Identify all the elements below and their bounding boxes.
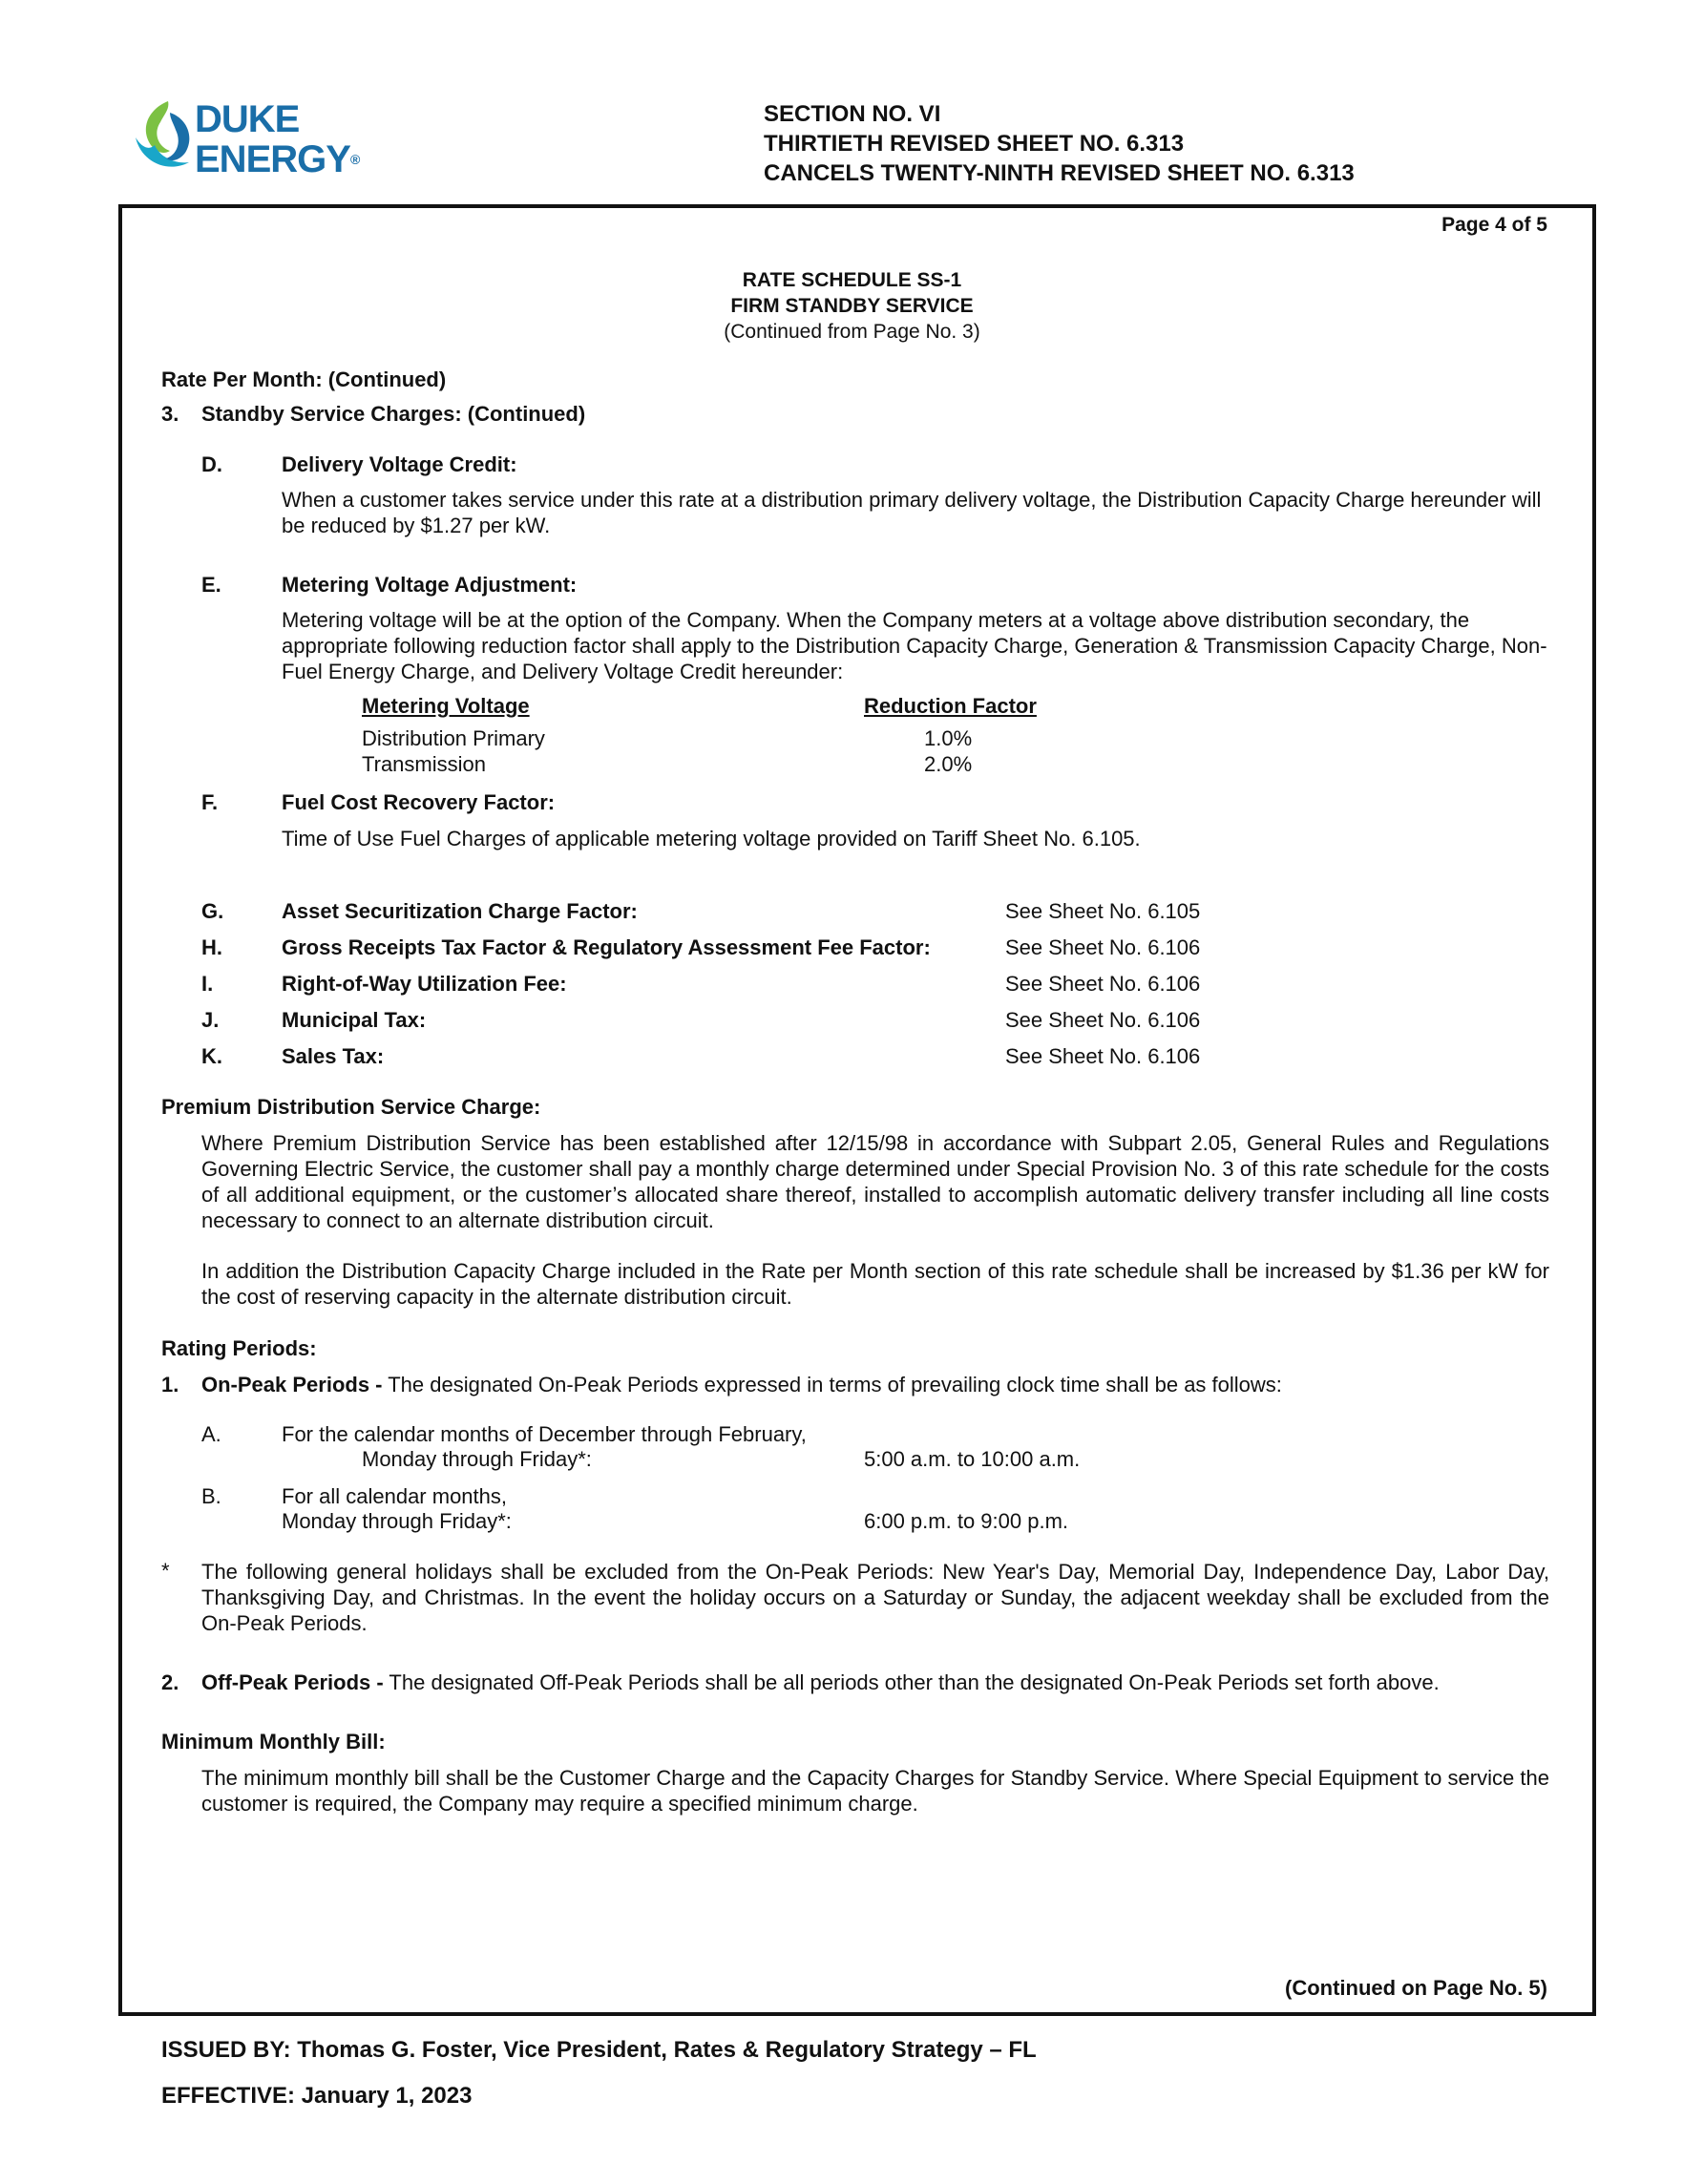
revised-sheet: THIRTIETH REVISED SHEET NO. 6.313 [764, 131, 1185, 157]
premium-para-1: Where Premium Distribution Service has been established after 12/15/98 in accordance with Subpart 2.05, General Rules and Regulations Governing Electric Service, the customer shall pay a monthly charge determined under Special Provision No. 3 of this rate schedule for the costs of all additional equipment, or the customer’s allocated share thereof, installed to accomplish automatic delivery transfer including all line costs necessary to connect to an alternate distribution circuit. [201, 1131, 1549, 1232]
metering-voltage-header: Metering Voltage [362, 694, 530, 718]
item-h-ref: See Sheet No. 6.106 [1005, 935, 1201, 959]
period-b-line-2: Monday through Friday*: [282, 1509, 512, 1533]
item-k-ref: See Sheet No. 6.106 [1005, 1044, 1201, 1068]
period-b-line-1: For all calendar months, [282, 1484, 507, 1508]
effective-date: EFFECTIVE: January 1, 2023 [161, 2083, 473, 2109]
item-h-label: Gross Receipts Tax Factor & Regulatory Assessment Fee Factor: [282, 935, 931, 959]
on-peak-label: On-Peak Periods - [201, 1373, 383, 1396]
standby-heading: Standby Service Charges: (Continued) [201, 402, 586, 426]
rate-per-month-heading: Rate Per Month: (Continued) [161, 368, 447, 391]
item-g-ref: See Sheet No. 6.105 [1005, 899, 1201, 923]
item-d-text: When a customer takes service under this rate at a distribution primary delivery voltage, the Distribution Capacity Charge hereunder will be reduced by $1.27 per kW. [282, 488, 1542, 537]
premium-heading: Premium Distribution Service Charge: [161, 1095, 541, 1119]
item-f-letter: F. [201, 790, 219, 814]
on-peak-text: The designated On-Peak Periods expressed in terms of prevailing clock time shall be as follows: [382, 1373, 1282, 1396]
period-a-letter: A. [201, 1422, 221, 1446]
page-number: Page 4 of 5 [1441, 214, 1547, 236]
rating-heading: Rating Periods: [161, 1336, 317, 1360]
item-i-label: Right-of-Way Utilization Fee: [282, 972, 567, 996]
section-number: SECTION NO. VI [764, 101, 941, 127]
on-peak-line [201, 1373, 1282, 1397]
item-j-ref: See Sheet No. 6.106 [1005, 1008, 1201, 1032]
title-line-3: (Continued from Page No. 3) [724, 321, 980, 343]
period-b-letter: B. [201, 1484, 221, 1508]
off-peak-line [201, 1670, 1440, 1695]
item-k-letter: K. [201, 1044, 222, 1068]
minimum-heading: Minimum Monthly Bill: [161, 1730, 386, 1754]
item-i-ref: See Sheet No. 6.106 [1005, 972, 1201, 996]
factor-row-1: 1.0% [924, 726, 973, 750]
title-line-1: RATE SCHEDULE SS-1 [742, 269, 962, 291]
item-e-text: Metering voltage will be at the option of the Company. When the Company meters at a voltage above distribution secondary, the appropriate following reduction factor shall apply to the Distribution Capacity Charge, Generation & Transmission Capacity Charge, Non-Fuel Energy Charge, and Delivery Voltage Credit hereunder: [282, 608, 1547, 683]
holiday-text: The following general holidays shall be excluded from the On-Peak Periods: New Year's Day, Memorial Day, Independence Day, Labor Day, Thanksgiving Day, and Christmas. In the event the holiday occurs on a Saturday or Sunday, the adjacent weekday shall be excluded from the On-Peak Periods. [201, 1560, 1549, 1635]
item-g-letter: G. [201, 899, 224, 923]
premium-para-2: In addition the Distribution Capacity Charge included in the Rate per Month section of this rate schedule shall be increased by $1.36 per kW for the cost of reserving capacity in the alternate distribution circuit. [201, 1259, 1549, 1309]
period-a-line-1: For the calendar months of December through February, [282, 1422, 807, 1446]
duke-energy-logo [132, 95, 418, 191]
item-f-heading: Fuel Cost Recovery Factor: [282, 790, 556, 814]
item-i-letter: I. [201, 972, 214, 996]
logo-line-2: ENERGY [195, 138, 350, 180]
schedule-title [0, 267, 1704, 345]
continued-note: (Continued on Page No. 5) [1285, 1976, 1547, 2000]
logo-line-1: DUKE [195, 98, 300, 140]
item-g-label: Asset Securitization Charge Factor: [282, 899, 638, 923]
reduction-factor-header: Reduction Factor [864, 694, 1037, 718]
on-peak-num: 1. [161, 1373, 179, 1396]
item-h-letter: H. [201, 935, 222, 959]
period-a-line-2: Monday through Friday*: [362, 1447, 592, 1471]
logo-registered: ® [349, 152, 360, 167]
item-e-letter: E. [201, 573, 221, 597]
item-j-letter: J. [201, 1008, 220, 1032]
standby-num: 3. [161, 402, 179, 426]
issued-by: ISSUED BY: Thomas G. Foster, Vice President, Rates & Regulatory Strategy – FL [161, 2037, 1037, 2063]
voltage-row-1: Distribution Primary [362, 726, 545, 750]
period-b-time: 6:00 p.m. to 9:00 p.m. [864, 1509, 1069, 1533]
item-d-letter: D. [201, 452, 222, 476]
title-line-2: FIRM STANDBY SERVICE [730, 295, 974, 317]
factor-row-2: 2.0% [924, 752, 973, 776]
off-peak-label: Off-Peak Periods - [201, 1670, 384, 1694]
holiday-star: * [161, 1559, 170, 1583]
cancels-sheet: CANCELS TWENTY-NINTH REVISED SHEET NO. 6.313 [764, 160, 1355, 186]
off-peak-num: 2. [161, 1670, 179, 1694]
duke-energy-logo-mark [132, 95, 199, 181]
voltage-row-2: Transmission [362, 752, 486, 776]
sheet-header [764, 99, 1355, 188]
off-peak-text: The designated Off-Peak Periods shall be all periods other than the designated On-Peak Periods set forth above. [383, 1670, 1440, 1694]
item-j-label: Municipal Tax: [282, 1008, 427, 1032]
item-k-label: Sales Tax: [282, 1044, 385, 1068]
minimum-text: The minimum monthly bill shall be the Customer Charge and the Capacity Charges for Standby Service. Where Special Equipment to service the customer is required, the Company may require a specified minimum charge. [201, 1766, 1549, 1816]
item-f-text: Time of Use Fuel Charges of applicable metering voltage provided on Tariff Sheet No. 6.105. [282, 827, 1141, 850]
item-d-heading: Delivery Voltage Credit: [282, 452, 517, 476]
item-e-heading: Metering Voltage Adjustment: [282, 573, 578, 597]
period-a-time: 5:00 a.m. to 10:00 a.m. [864, 1447, 1081, 1471]
